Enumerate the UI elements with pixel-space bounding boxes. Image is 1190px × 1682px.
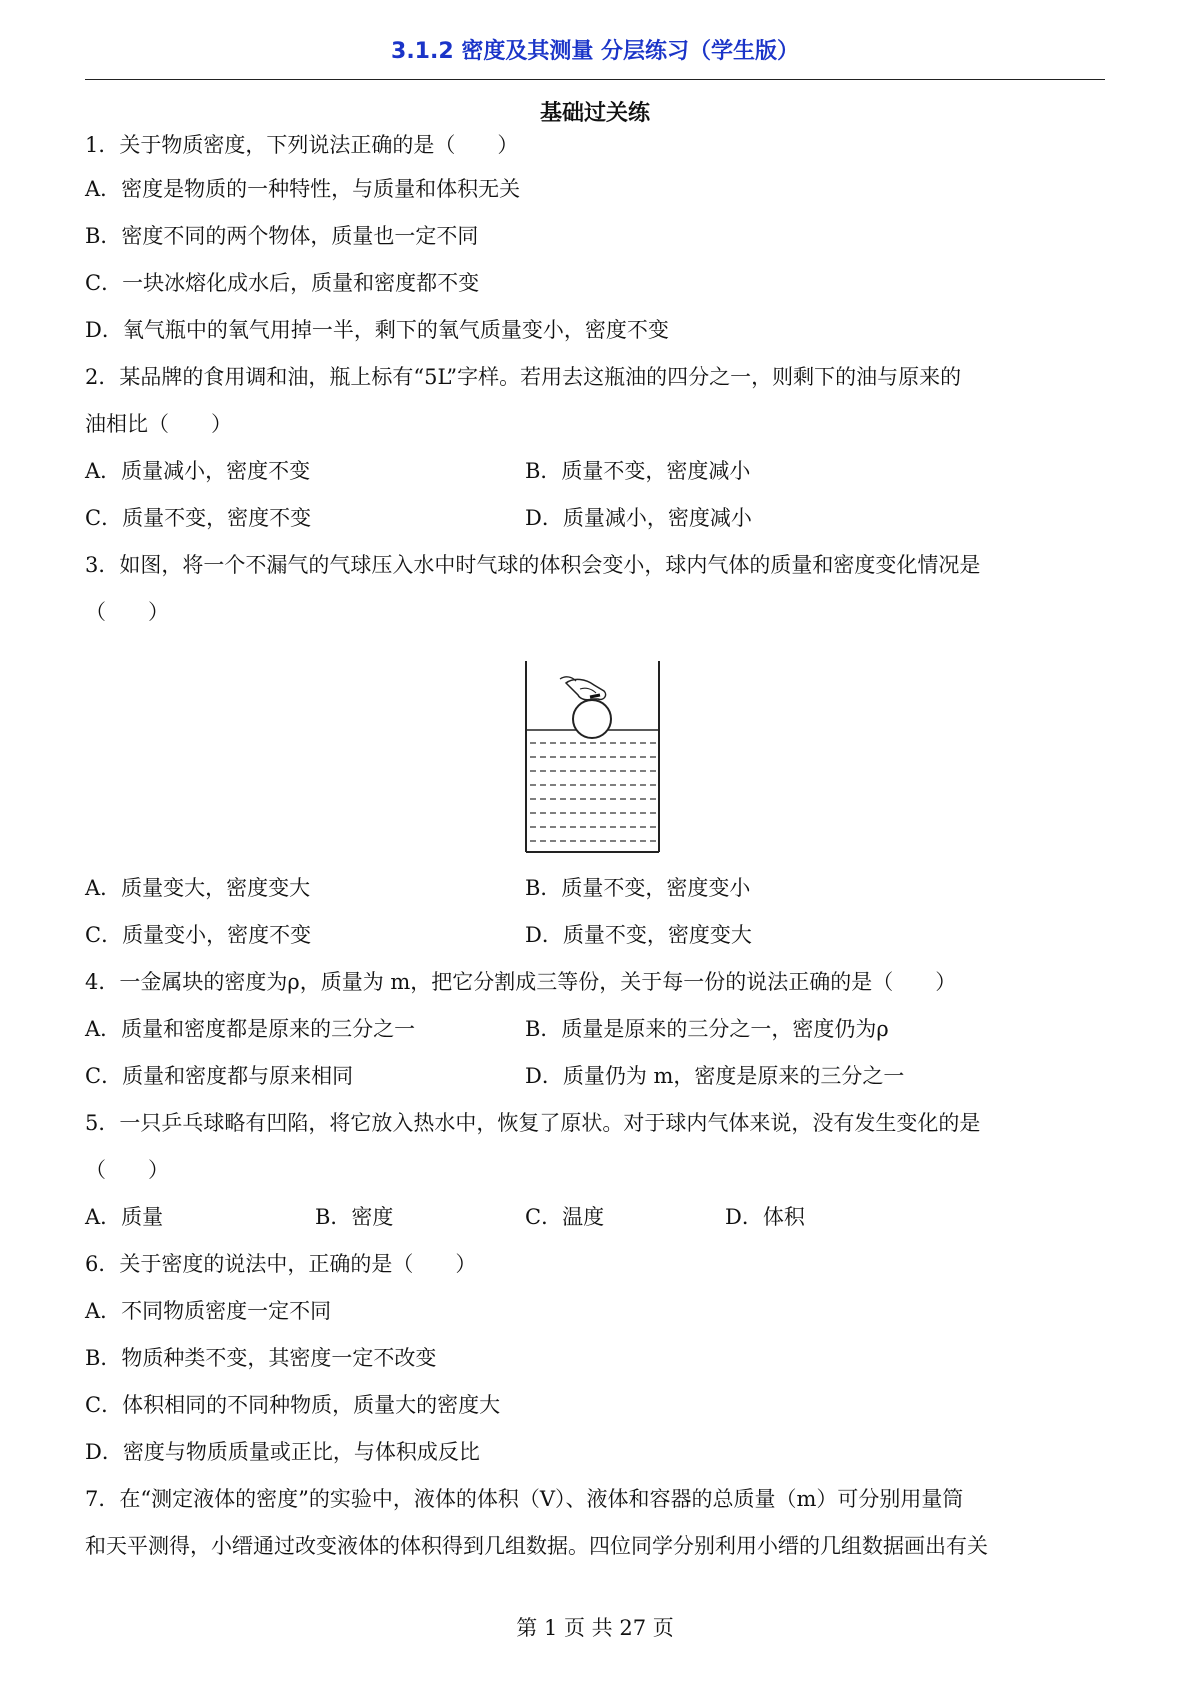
question-3-option-b: B．质量不变，密度变小	[525, 876, 751, 900]
question-6-option-a: A．不同物质密度一定不同	[85, 1299, 332, 1323]
question-5-option-b: B．密度	[315, 1205, 394, 1229]
question-3-stem-line2: （ ）	[85, 600, 169, 624]
page-number: 第 1 页 共 27 页	[516, 1616, 674, 1640]
document-title: 3.1.2 密度及其测量 分层练习（学生版）	[391, 39, 799, 64]
question-2-option-a: A．质量减小，密度不变	[85, 459, 311, 483]
question-4-option-b: B．质量是原来的三分之一，密度仍为ρ	[525, 1017, 889, 1041]
question-5-option-c: C．温度	[525, 1205, 605, 1229]
header-rule	[85, 79, 1105, 80]
question-3-option-c: C．质量变小，密度不变	[85, 923, 312, 947]
question-3-stem-line1: 3．如图，将一个不漏气的气球压入水中时气球的体积会变小，球内气体的质量和密度变化情况是	[85, 553, 981, 577]
question-1-stem: 1．关于物质密度，下列说法正确的是（ ）	[85, 133, 519, 157]
question-5-option-a: A．质量	[85, 1205, 164, 1229]
section-title: 基础过关练	[539, 101, 650, 126]
question-6-option-c: C．体积相同的不同种物质，质量大的密度大	[85, 1393, 501, 1417]
question-1-option-c: C．一块冰熔化成水后，质量和密度都不变	[85, 271, 480, 295]
balloon-in-water-figure	[520, 655, 665, 855]
question-7-stem-line2: 和天平测得，小缙通过改变液体的体积得到几组数据。四位同学分别利用小缙的几组数据画出有关	[85, 1534, 988, 1558]
question-6-option-d: D．密度与物质质量或正比，与体积成反比	[85, 1440, 480, 1464]
question-3-option-a: A．质量变大，密度变大	[85, 876, 311, 900]
question-2-option-b: B．质量不变，密度减小	[525, 459, 751, 483]
question-2-stem-line1: 2．某品牌的食用调和油，瓶上标有“5L”字样。若用去这瓶油的四分之一，则剩下的油与原来的	[85, 365, 962, 389]
question-4-stem: 4．一金属块的密度为ρ，质量为 m，把它分割成三等份，关于每一份的说法正确的是（ ）	[85, 970, 957, 994]
question-1-option-d: D．氧气瓶中的氧气用掉一半，剩下的氧气质量变小，密度不变	[85, 318, 669, 342]
question-6-stem: 6．关于密度的说法中，正确的是（ ）	[85, 1252, 477, 1276]
question-7-stem-line1: 7．在“测定液体的密度”的实验中，液体的体积（V）、液体和容器的总质量（m）可分别用量筒	[85, 1487, 964, 1511]
question-5-option-d: D．体积	[725, 1205, 805, 1229]
question-2-stem-line2: 油相比（ ）	[85, 412, 232, 436]
question-4-option-a: A．质量和密度都是原来的三分之一	[85, 1017, 416, 1041]
question-4-option-d: D．质量仍为 m，密度是原来的三分之一	[525, 1064, 905, 1088]
question-1-option-b: B．密度不同的两个物体，质量也一定不同	[85, 224, 479, 248]
question-5-stem-line1: 5．一只乒乓球略有凹陷，将它放入热水中，恢复了原状。对于球内气体来说，没有发生变化的是	[85, 1111, 981, 1135]
question-4-option-c: C．质量和密度都与原来相同	[85, 1064, 354, 1088]
question-6-option-b: B．物质种类不变，其密度一定不改变	[85, 1346, 437, 1370]
question-1-option-a: A．密度是物质的一种特性，与质量和体积无关	[85, 177, 521, 201]
question-2-option-d: D．质量减小，密度减小	[525, 506, 752, 530]
question-3-option-d: D．质量不变，密度变大	[525, 923, 752, 947]
question-2-option-c: C．质量不变，密度不变	[85, 506, 312, 530]
question-5-stem-line2: （ ）	[85, 1158, 169, 1182]
